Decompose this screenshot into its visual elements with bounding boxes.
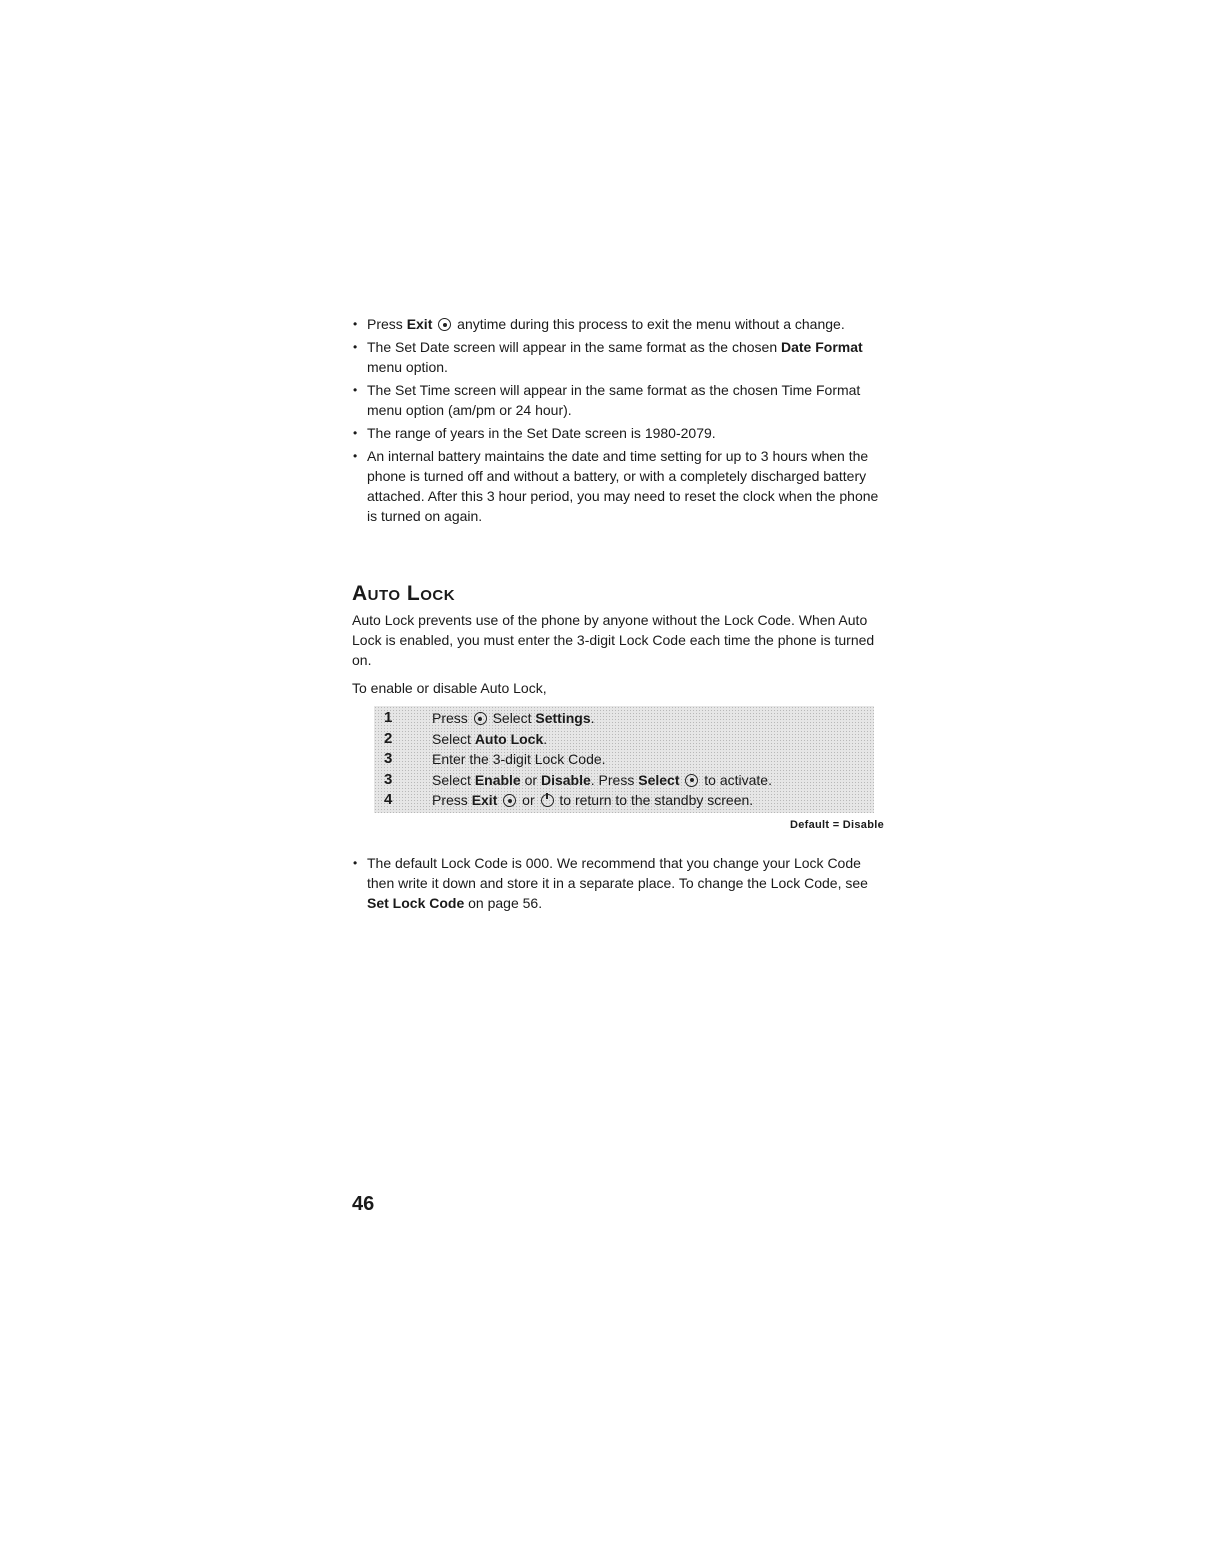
exit-key-icon <box>438 318 451 331</box>
step-number: 3 <box>384 770 393 788</box>
exit-key-icon <box>503 794 516 807</box>
section-lead: To enable or disable Auto Lock, <box>352 680 547 696</box>
default-note: Default = Disable <box>789 818 884 831</box>
date-time-notes <box>352 314 882 526</box>
step-row <box>374 729 874 750</box>
step-number: 2 <box>384 729 393 747</box>
note-exit: • Press Exit anytime during this process to exit the menu without a change. <box>352 314 882 334</box>
menu-key-icon <box>474 712 487 725</box>
steps-box <box>374 706 874 813</box>
step-number: 4 <box>384 791 393 808</box>
note-time-format: • The Set Time screen will appear in the same format as the chosen Time Format menu option (am/pm or 24 hour). <box>352 380 882 420</box>
select-key-icon <box>685 774 698 787</box>
step-number: 3 <box>384 750 393 767</box>
section-intro: Auto Lock prevents use of the phone by anyone without the Lock Code. When Auto Lock is enabled, you must enter the 3-digit Lock Code each time the phone is turned on. <box>352 612 875 668</box>
page-content <box>352 314 882 916</box>
note-date-format: • The Set Date screen will appear in the same format as the chosen Date Format menu option. <box>352 337 882 377</box>
end-key-icon <box>541 794 554 807</box>
note-year-range: • The range of years in the Set Date screen is 1980-2079. <box>352 423 882 443</box>
step-text: Press Select Settings. <box>432 710 595 726</box>
step-row <box>374 790 874 811</box>
step-row <box>374 708 874 729</box>
step-text: Select Enable or Disable. Press Select to activate. <box>432 771 772 788</box>
step-number: 1 <box>384 709 393 726</box>
lock-code-notes <box>352 853 882 913</box>
note-default-lock-code: • The default Lock Code is 000. We recommend that you change your Lock Code then write it down and store it in a separate place. To change the Lock Code, see Set Lock Code on page 56. <box>352 853 882 913</box>
step-text: Enter the 3-digit Lock Code. <box>432 751 606 767</box>
step-row <box>374 770 874 791</box>
step-text: Select Auto Lock. <box>432 730 548 747</box>
step-row <box>374 749 874 770</box>
page-number: 46 <box>352 1193 375 1215</box>
note-internal-battery: • An internal battery maintains the date and time setting for up to 3 hours when the phone is turned off and without a battery, or with a completely discharged battery attached. After this 3 hour period, you may need to reset the clock when the phone is turned on again. <box>352 446 882 526</box>
step-text: Press Exit or to return to the standby screen. <box>432 792 754 808</box>
section-title: Auto Lock <box>352 582 456 605</box>
